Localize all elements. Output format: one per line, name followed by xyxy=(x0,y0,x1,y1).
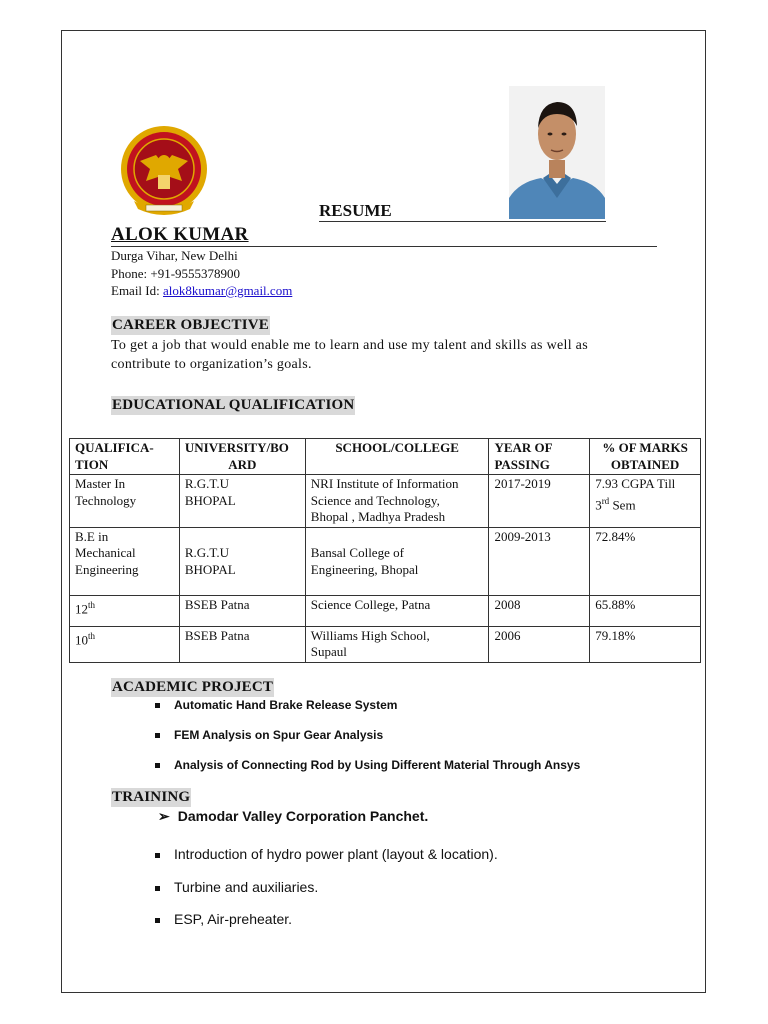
header-marks: % OF MARKS OBTAINED xyxy=(590,439,701,475)
arrow-bullet-icon: ➢ xyxy=(158,808,170,824)
email-label: Email Id: xyxy=(111,283,163,298)
cell-university: R.G.T.U BHOPAL xyxy=(179,527,305,595)
table-row xyxy=(70,626,701,662)
address: Durga Vihar, New Delhi xyxy=(111,248,238,263)
bullet-icon xyxy=(155,703,160,708)
training-place: ➢ Damodar Valley Corporation Panchet. xyxy=(158,808,429,824)
cell-year: 2009-2013 xyxy=(489,527,590,595)
cell-university: BSEB Patna xyxy=(179,595,305,626)
cell-university: BSEB Patna xyxy=(179,626,305,662)
bullet-icon xyxy=(155,886,160,891)
cell-year: 2017-2019 xyxy=(489,475,590,528)
career-objective-heading: CAREER OBJECTIVE xyxy=(112,317,269,333)
cell-marks: 65.88% xyxy=(590,595,701,626)
header-school: SCHOOL/COLLEGE xyxy=(305,439,489,475)
table-row xyxy=(70,475,701,528)
cell-qualification: 10th xyxy=(70,626,180,662)
table-header-row xyxy=(70,439,701,475)
career-line-2: contribute to organization’s goals. xyxy=(111,357,312,372)
list-item: Automatic Hand Brake Release System xyxy=(155,698,397,712)
career-objective-text xyxy=(111,336,671,374)
profile-photo xyxy=(509,86,605,219)
cell-qualification: 12th xyxy=(70,595,180,626)
table-row xyxy=(70,595,701,626)
bullet-icon xyxy=(155,733,160,738)
list-item: ESP, Air-preheater. xyxy=(155,911,292,927)
training-heading: TRAINING xyxy=(112,789,191,805)
cell-marks: 7.93 CGPA Till 3rd Sem xyxy=(590,475,701,528)
cell-school: Bansal College of Engineering, Bhopal xyxy=(305,527,489,595)
candidate-name: ALOK KUMAR xyxy=(111,224,249,245)
cell-school: NRI Institute of Information Science and Technology, Bhopal , Madhya Pradesh xyxy=(305,475,489,528)
career-line-1: To get a job that would enable me to learn and use my talent and skills as well as xyxy=(111,338,588,353)
cell-school: Science College, Patna xyxy=(305,595,489,626)
cell-qualification: B.E in Mechanical Engineering xyxy=(70,527,180,595)
email-link[interactable]: alok8kumar@gmail.com xyxy=(163,283,293,298)
cell-year: 2008 xyxy=(489,595,590,626)
cell-year: 2006 xyxy=(489,626,590,662)
header-qualification: QUALIFICA- TION xyxy=(70,439,180,475)
resume-title: RESUME xyxy=(319,201,392,220)
list-item: Analysis of Connecting Rod by Using Different Material Through Ansys xyxy=(155,758,580,772)
phone: Phone: +91-9555378900 xyxy=(111,266,241,281)
bullet-icon xyxy=(155,763,160,768)
bullet-icon xyxy=(155,853,160,858)
header-year: YEAR OF PASSING xyxy=(489,439,590,475)
list-item: FEM Analysis on Spur Gear Analysis xyxy=(155,728,383,742)
table-row xyxy=(70,527,701,595)
cell-marks: 79.18% xyxy=(590,626,701,662)
cell-marks: 72.84% xyxy=(590,527,701,595)
cell-school: Williams High School, Supaul xyxy=(305,626,489,662)
email-line xyxy=(111,282,292,299)
education-table xyxy=(69,438,701,663)
education-heading: EDUCATIONAL QUALIFICATION xyxy=(112,397,355,413)
list-item: Introduction of hydro power plant (layout & location). xyxy=(155,846,498,862)
list-item: Turbine and auxiliaries. xyxy=(155,879,318,895)
cell-university: R.G.T.U BHOPAL xyxy=(179,475,305,528)
cell-qualification: Master In Technology xyxy=(70,475,180,528)
academic-project-heading: ACADEMIC PROJECT xyxy=(112,679,274,695)
university-emblem-logo xyxy=(120,125,208,217)
bullet-icon xyxy=(155,918,160,923)
header-university: UNIVERSITY/BO ARD xyxy=(179,439,305,475)
title-rule xyxy=(319,221,606,222)
